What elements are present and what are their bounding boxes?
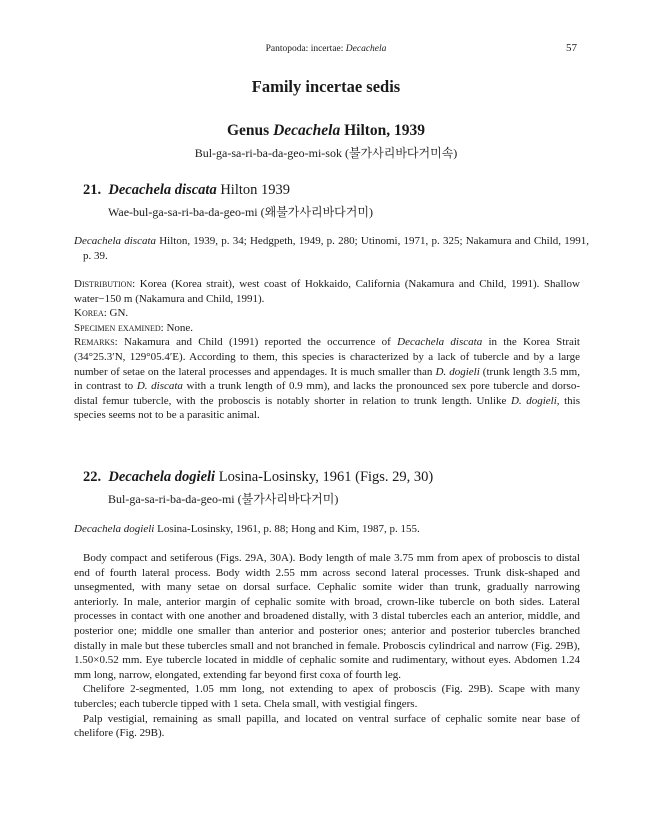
remarks-label: Remarks: [74, 336, 118, 349]
distribution-label: Distribution: [74, 278, 136, 290]
palp-paragraph: Palp vestigial, remaining as small papilla, and located on ventral surface of cephalic somite near base of chelifore (Fig. 29B). [74, 712, 580, 740]
species-22-author: Losina-Losinsky, 1961 (Figs. 29, 30) [215, 469, 434, 485]
korea-label: Korea: [74, 307, 107, 320]
species-22-heading [83, 469, 433, 486]
genus-name: Decachela [273, 122, 341, 139]
remarks-paragraph: Remarks: Nakamura and Child (1991) reported the occurrence of Decachela discata in the Korea Strait (34°25.3′N, 129°05.4′E). According to them, this species is characterized by a lack of tubercle and by a large number of setae on the lateral processes and appendages. It is much smaller than D. dogieli (trunk length 3.5 mm, in contrast to D. discata with a trunk length of 0.9 mm), and lacks the pronounced sex pore tubercle and dorso-distal femur tubercle, with the proboscis is notably shorter in relation to trunk length. Unlike D. dogieli, this species seems not to be a parasitic animal. [74, 336, 580, 422]
body-paragraph: Body compact and setiferous (Figs. 29A, 30A). Body length of male 3.75 mm from apex of proboscis to distal end of fourth lateral process. Body width 2.55 mm across second lateral processes. Trunk disk-shaped and unsegmented, with many setae on dorsal surface. Cephalic somite wider than trunk, gradually narrowing anteriorly. In male, anterior margin of cephalic somite with broad, crown-like tubercle on both sides. Lateral processes in contact with one another and broadened distally, with 3 distal tubercles each an anterior, middle, and posterior one; middle one smaller than anterior and posterior ones; anterior and posterior tubercles branched distally in male but these tubercles small and not branched in female. Proboscis cylindrical and narrow (Fig. 29B), 1.50×0.52 mm. Eye tubercle located in middle of cephalic somite and rudimentary, without eyes. Abdomen 1.24 mm long, narrow, elongated, extending far beyond first coxa of fourth leg. [74, 552, 580, 681]
running-head [0, 44, 652, 54]
species-21-accounts [74, 277, 580, 423]
species-21-author: Hilton 1939 [216, 182, 291, 198]
species-22-name: Decachela dogieli [108, 469, 216, 485]
species-21-heading [83, 182, 290, 199]
species-22-number: 22. [83, 469, 102, 485]
genus-korean-name: Bul-ga-sa-ri-ba-da-geo-mi-sok (불가사리바다거미속) [194, 146, 458, 160]
species-21-name: Decachela discata [108, 182, 217, 198]
species-21-korean-name: Wae-bul-ga-sa-ri-ba-da-geo-mi (왜불가사리바다거미) [108, 205, 373, 219]
genus-heading: Genus Decachela Hilton, 1939 [226, 122, 426, 139]
specimen-label: Specimen examined: [74, 321, 164, 334]
running-head-genus: Decachela [345, 44, 387, 54]
species-21-citation: Decachela discata Hilton, 1939, p. 34; Hedgpeth, 1949, p. 280; Utinomi, 1971, p. 325; Nakamura and Child, 1991, p. 39. [74, 235, 589, 262]
species-22-korean-name: Bul-ga-sa-ri-ba-da-geo-mi (불가사리바다거미) [108, 492, 339, 506]
species-22-citation: Decachela dogieli Losina-Losinsky, 1961, p. 88; Hong and Kim, 1987, p. 155. [74, 523, 420, 535]
page-number: 57 [566, 42, 577, 54]
specimen-paragraph: Specimen examined: None. [74, 321, 194, 334]
chelifore-paragraph: Chelifore 2-segmented, 1.05 mm long, not extending to apex of proboscis (Fig. 29B). Scape with many tubercles; each tubercle tipped with 1 seta. Chela small, with vestigial fingers. [74, 683, 580, 710]
family-heading: Family incertae sedis [251, 77, 401, 96]
korea-paragraph: Korea: GN. [74, 307, 129, 320]
species-21-number: 21. [83, 182, 102, 198]
species-22-description [74, 551, 580, 741]
running-head-text: Pantopoda: incertae: [265, 44, 346, 54]
distribution-paragraph: Distribution: Korea (Korea strait), west coast of Hokkaido, California (Nakamura and Child, 1991). Shallow water−150 m (Nakamura and Child, 1991). [74, 278, 580, 305]
